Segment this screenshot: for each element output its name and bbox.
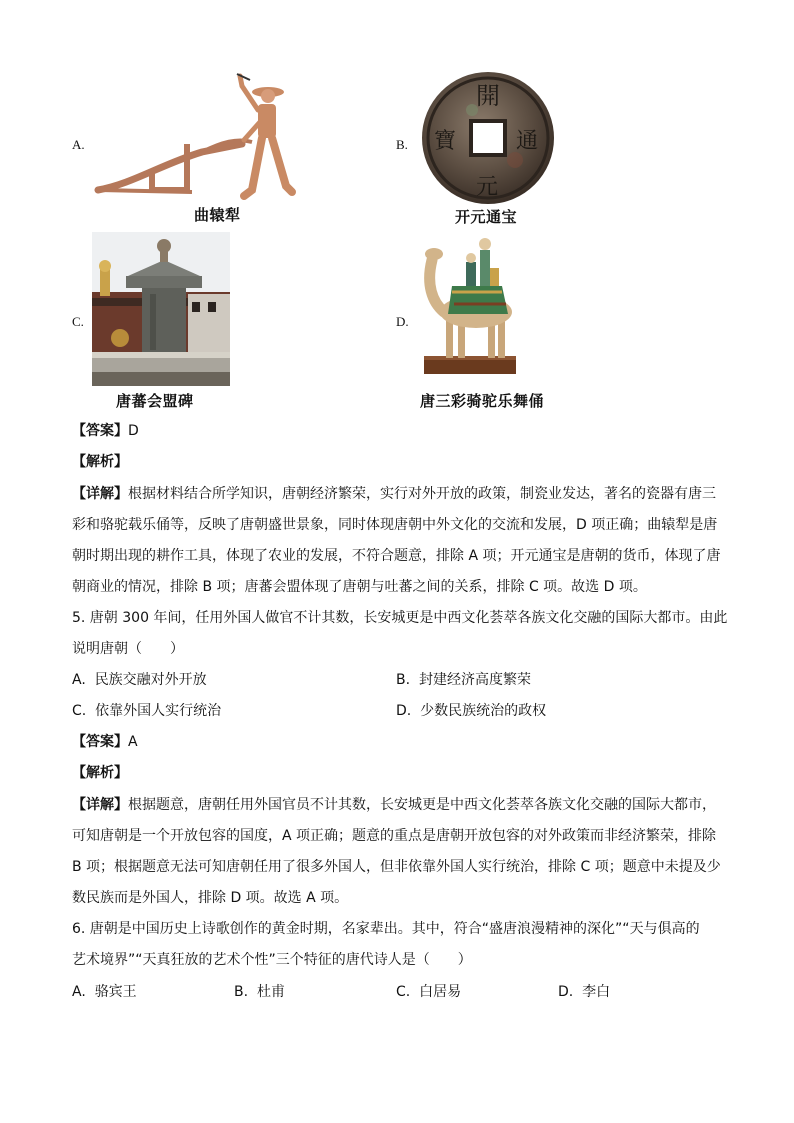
option-letter: A. [72, 672, 86, 688]
detail-text: 根据材料结合所学知识，唐朝经济繁荣，实行对外开放的政策，制瓷业发达，著名的瓷器有唐三 [128, 486, 716, 502]
q5-detail-line-3: B 项；根据题意无法可知唐朝任用了很多外国人，但非依靠外国人实行统治，排除 C 项；题意中未提及少 [72, 859, 721, 875]
option-a-letter: A. [72, 137, 85, 152]
detail-label: 【详解】 [72, 486, 128, 502]
q5-option-a[interactable] [72, 670, 207, 690]
q6-option-c[interactable] [396, 982, 461, 1002]
q6-option-a[interactable] [72, 982, 137, 1002]
q5-option-d[interactable] [396, 701, 546, 721]
q6-stem-line-2: 艺术境界”“天真狂放的艺术个性”三个特征的唐代诗人是（ ） [72, 952, 472, 968]
option-letter: C. [396, 984, 411, 1000]
q4-detail-line-1 [72, 484, 716, 504]
coin-char-right: 通 [516, 129, 539, 154]
caption-coin: 开元通宝 [455, 208, 518, 226]
camel-figurine-photo [418, 232, 522, 378]
option-letter: B. [234, 984, 249, 1000]
option-letter: B. [396, 672, 411, 688]
q6-option-d[interactable] [558, 982, 610, 1002]
q5-option-b[interactable] [396, 670, 531, 690]
q4-detail-line-3: 朝时期出现的耕作工具，体现了农业的发展，不符合题意，排除 A 项；开元通宝是唐朝的货币，体现了唐 [72, 548, 721, 564]
q4-detail-line-2: 彩和骆驼载乐俑等，反映了唐朝盛世景象，同时体现唐朝中外文化的交流和发展，D 项正确；曲辕犁是唐 [72, 517, 718, 533]
option-text: 杜甫 [256, 984, 285, 1000]
option-text: 白居易 [419, 984, 462, 1000]
q4-detail-line-4: 朝商业的情况，排除 B 项；唐蕃会盟体现了唐朝与吐蕃之间的关系，排除 C 项。故选 D 项。 [72, 579, 647, 595]
answer-value: A [128, 734, 138, 750]
q4-analysis-label: 【解析】 [72, 454, 128, 470]
coin-char-left: 寶 [434, 129, 457, 154]
q5-option-c[interactable] [72, 701, 221, 721]
q5-detail-line-2: 可知唐朝是一个开放包容的国度，A 项正确；题意的重点是唐朝开放包容的对外政策而非经济繁荣，排除 [72, 828, 717, 844]
curved-plow-illustration [92, 72, 302, 204]
q5-stem-line-1: 5. 唐朝 300 年间，任用外国人做官不计其数，长安城更是中西文化荟萃各族文化交融的国际大都市。由此 [72, 610, 728, 626]
q5-stem-line-2: 说明唐朝（ ） [72, 641, 184, 657]
answer-value: D [128, 423, 139, 439]
stele-photo [92, 232, 230, 386]
option-text: 李白 [582, 984, 611, 1000]
option-letter: C. [72, 703, 87, 719]
detail-text: 根据题意，唐朝任用外国官员不计其数，长安城更是中西文化荟萃各族文化交融的国际大都市， [128, 797, 716, 813]
option-text: 骆宾王 [94, 984, 137, 1000]
option-letter: D. [396, 703, 412, 719]
q5-detail-line-4: 数民族而是外国人，排除 D 项。故选 A 项。 [72, 890, 349, 906]
answer-label: 【答案】 [72, 734, 128, 750]
answer-label: 【答案】 [72, 423, 128, 439]
coin-char-top: 開 [476, 82, 500, 110]
q5-answer [72, 732, 138, 752]
option-text: 少数民族统治的政权 [420, 703, 547, 719]
option-text: 民族交融对外开放 [94, 672, 207, 688]
q5-detail-line-1 [72, 795, 716, 815]
q6-stem-line-1: 6. 唐朝是中国历史上诗歌创作的黄金时期，名家辈出。其中，符合“盛唐浪漫精神的深化”“天与俱高的 [72, 921, 700, 937]
caption-curved-plow: 曲辕犁 [194, 206, 241, 224]
detail-label: 【详解】 [72, 797, 128, 813]
coin-photo [420, 70, 556, 206]
option-text: 依靠外国人实行统治 [95, 703, 222, 719]
option-b-letter: B. [396, 137, 408, 152]
q5-analysis-label: 【解析】 [72, 765, 128, 781]
q4-answer [72, 421, 139, 441]
q6-option-b[interactable] [234, 982, 285, 1002]
caption-stele: 唐蕃会盟碑 [116, 392, 194, 410]
option-c-letter: C. [72, 314, 84, 329]
option-d-letter: D. [396, 314, 409, 329]
option-letter: A. [72, 984, 86, 1000]
caption-camel-figurine: 唐三彩骑驼乐舞俑 [420, 392, 545, 410]
option-text: 封建经济高度繁荣 [418, 672, 531, 688]
coin-char-bottom: 元 [476, 175, 499, 200]
option-letter: D. [558, 984, 574, 1000]
